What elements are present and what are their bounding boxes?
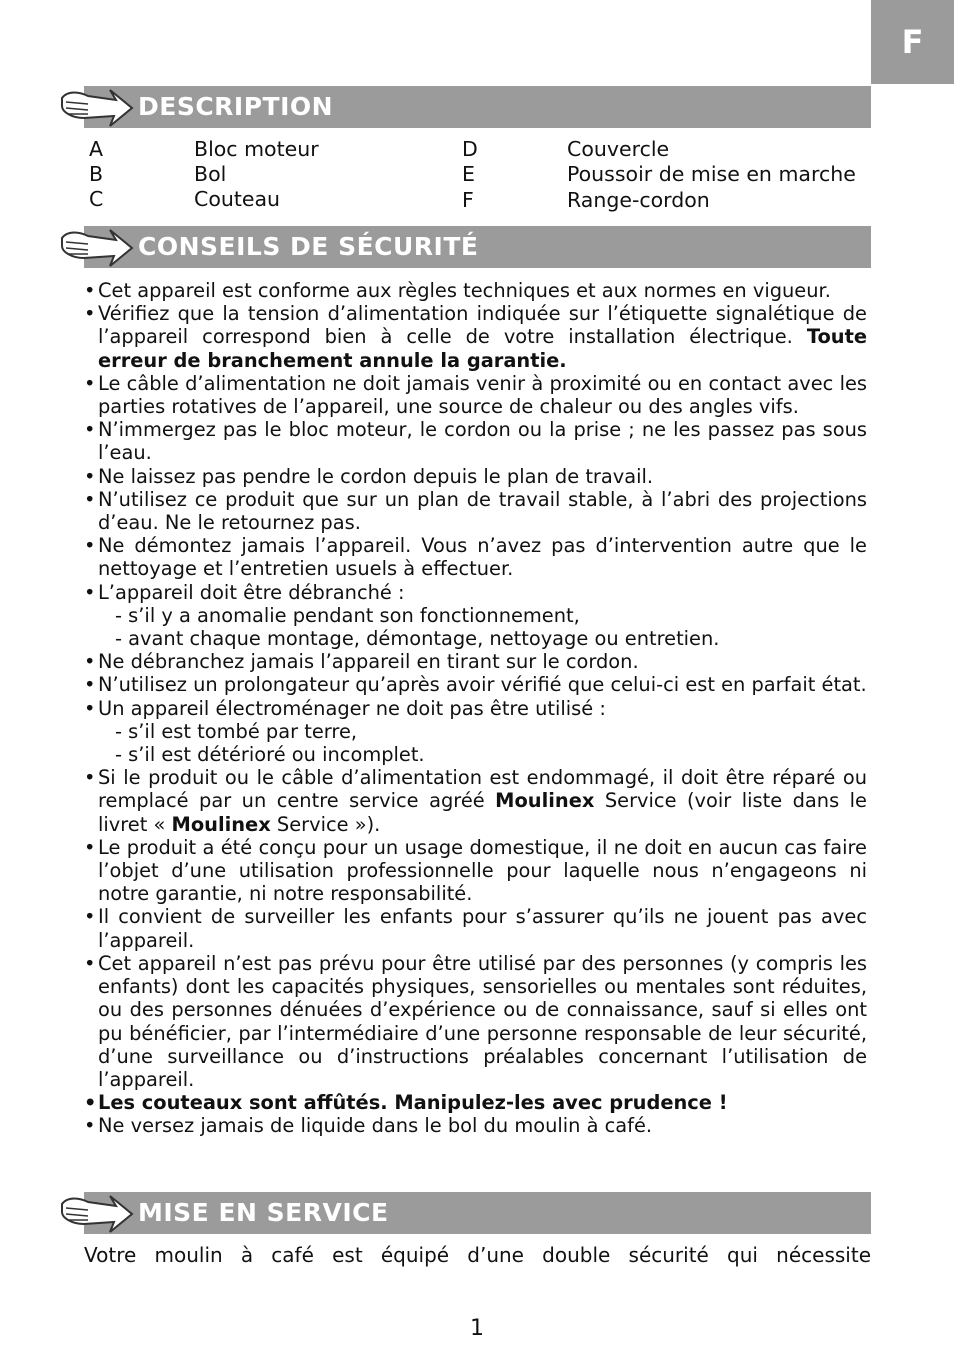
part-letter: C	[89, 187, 104, 211]
part-letter: E	[462, 162, 475, 186]
sub-item: - s’il est tombé par terre,	[115, 719, 358, 743]
section-title-service: MISE EN SERVICE	[138, 1198, 389, 1227]
language-tab: F	[871, 0, 954, 84]
warning-text: Toute erreur de branchement annule la garantie.	[98, 325, 868, 372]
brand-name: Moulinex	[495, 789, 595, 813]
hand-pointer-icon	[58, 1190, 134, 1236]
service-intro: Votre moulin à café est équipé d’une double sécurité qui nécessite	[84, 1243, 871, 1267]
part-label: Bol	[194, 162, 227, 186]
list-item: • N’utilisez un prolongateur qu’après avoir vérifié que celui-ci est en parfait état.	[84, 673, 867, 696]
brand-name: Moulinex	[171, 812, 271, 836]
list-item: • Un appareil électroménager ne doit pas être utilisé : - s’il est tombé par terre, - s’il est détérioré ou incomplet.	[84, 697, 867, 767]
list-item: • Ne laissez pas pendre le cordon depuis le plan de travail.	[84, 465, 867, 488]
part-letter: D	[462, 137, 478, 161]
warning-text: Les couteaux sont affûtés. Manipulez-les avec prudence !	[98, 1091, 728, 1115]
list-item: • Ne versez jamais de liquide dans le bol du moulin à café.	[84, 1114, 867, 1137]
list-item: • Si le produit ou le câble d’alimentation est endommagé, il doit être réparé ou remplacé par un centre service agréé Moulinex Service (voir liste dans le livret « Moulinex Service »).	[84, 766, 867, 836]
list-item: • N’utilisez ce produit que sur un plan de travail stable, à l’abri des projections d’eau. Ne le retournez pas.	[84, 488, 867, 534]
list-item: • Ne démontez jamais l’appareil. Vous n’avez pas d’intervention autre que le nettoyage et l’entretien usuels à effectuer.	[84, 534, 867, 580]
section-title-safety: CONSEILS DE SÉCURITÉ	[138, 232, 479, 261]
list-item: • Ne débranchez jamais l’appareil en tirant sur le cordon.	[84, 650, 867, 673]
sub-item: - s’il y a anomalie pendant son fonctionnement,	[115, 603, 580, 627]
part-label: Bloc moteur	[194, 137, 319, 161]
safety-list	[84, 279, 867, 1138]
list-item: • Il convient de surveiller les enfants pour s’assurer qu’ils ne jouent pas avec l’appareil.	[84, 905, 867, 951]
list-item: • L’appareil doit être débranché : - s’il y a anomalie pendant son fonctionnement, - avant chaque montage, démontage, nettoyage ou entretien.	[84, 581, 867, 651]
part-label: Couvercle	[567, 137, 670, 161]
list-item: • Le produit a été conçu pour un usage domestique, il ne doit en aucun cas faire l’objet d’une utilisation professionnelle pour laquelle nous n’engageons ni notre garantie, ni notre responsabilité.	[84, 836, 867, 906]
part-label: Poussoir de mise en marche	[567, 162, 856, 186]
page-number: 1	[470, 1316, 484, 1341]
list-item: • N’immergez pas le bloc moteur, le cordon ou la prise ; ne les passez pas sous l’eau.	[84, 418, 867, 464]
sub-item: - avant chaque montage, démontage, nettoyage ou entretien.	[115, 627, 720, 651]
hand-pointer-icon	[58, 224, 134, 270]
part-label: Couteau	[194, 187, 281, 211]
list-item: • Cet appareil est conforme aux règles techniques et aux normes en vigueur.	[84, 279, 867, 302]
part-label: Range-cordon	[567, 188, 710, 212]
list-item	[84, 1091, 867, 1114]
list-item: • Cet appareil n’est pas prévu pour être utilisé par des personnes (y compris les enfants) dont les capacités physiques, sensorielles ou mentales sont réduites, ou des personnes dénuées d’expérience ou de connaissance, sauf si elles ont pu bénéficier, par l’intermédiaire d’une personne responsable de leur sécurité, d’une surveillance ou d’instructions préalables concernant l’utilisation de l’appareil.	[84, 952, 867, 1091]
list-item: • Le câble d’alimentation ne doit jamais venir à proximité ou en contact avec les parties rotatives de l’appareil, une source de chaleur ou des angles vifs.	[84, 372, 867, 418]
part-letter: B	[89, 162, 104, 186]
part-letter: A	[89, 137, 104, 161]
list-item: • Vérifiez que la tension d’alimentation indiquée sur l’étiquette signalétique de l’appareil correspond bien à celle de votre installation électrique. Toute erreur de branchement annule la garantie.	[84, 302, 867, 372]
part-letter: F	[462, 188, 474, 212]
hand-pointer-icon	[58, 84, 134, 130]
section-title-description: DESCRIPTION	[138, 92, 334, 121]
sub-item: - s’il est détérioré ou incomplet.	[115, 743, 425, 767]
